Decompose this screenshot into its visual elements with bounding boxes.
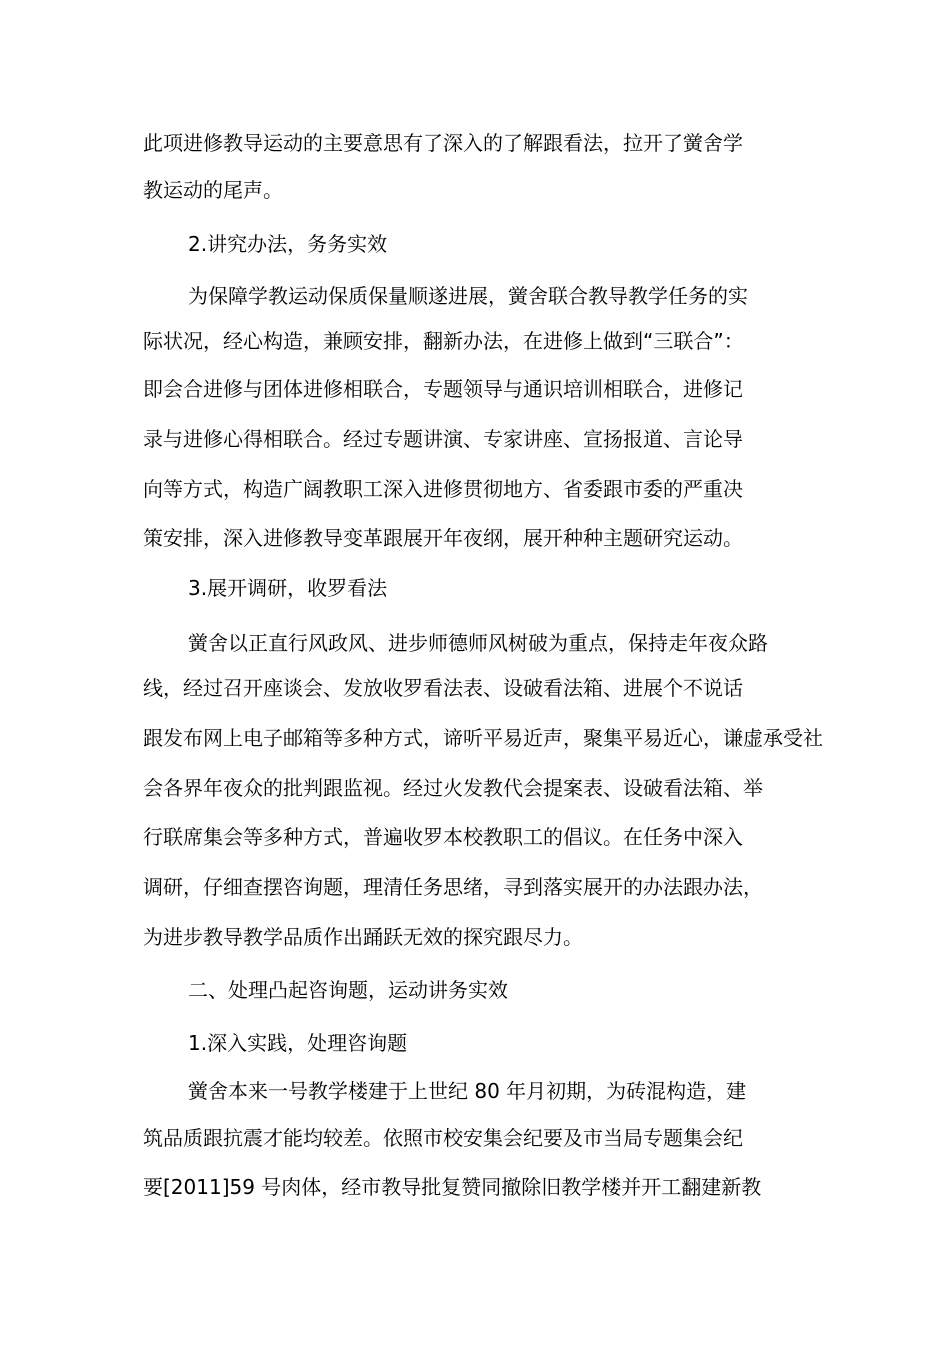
text-line: 即会合进修与团体进修相联合，专题领导与通识培训相联合，进修记 [143,377,743,401]
text-line: 向等方式，构造广阔教职工深入进修贯彻地方、省委跟市委的严重决 [143,477,743,501]
text-line: 跟发布网上电子邮箱等多种方式，谛听平易近声，聚集平易近心，谦虚承受社 [143,726,823,750]
text-line: 调研，仔细查摆咨询题，理清任务思绪，寻到落实展开的办法跟办法， [143,875,763,899]
text-line: 黉舍以正直行风政风、进步师德师风树破为重点，保持走年夜众路 [188,631,768,655]
section-heading: 二、处理凸起咨询题，运动讲务实效 [188,978,508,1002]
text-line: 教运动的尾声。 [143,178,283,202]
text-line: 策安排，深入进修教导变革跟展开年夜纲，展开种种主题研究运动。 [143,526,743,550]
text-line: 线，经过召开座谈会、发放收罗看法表、设破看法箱、进展个不说话 [143,676,743,700]
text-line: 要[2011]59 号肉体，经市教导批复赞同撤除旧教学楼并开工翻建新教 [143,1175,762,1199]
text-line: 录与进修心得相联合。经过专题讲演、专家讲座、宣扬报道、言论导 [143,427,743,451]
text-line: 为保障学教运动保质保量顺遂进展，黉舍联合教导教学任务的实 [188,284,748,308]
text-line: 行联席集会等多种方式，普遍收罗本校教职工的倡议。在任务中深入 [143,825,743,849]
text-line: 黉舍本来一号教学楼建于上世纪 80 年月初期，为砖混构造，建 [188,1079,747,1103]
section-heading: 2.讲究办法，务务实效 [188,232,388,256]
section-heading: 3.展开调研，收罗看法 [188,576,388,600]
text-line: 际状况，经心构造，兼顾安排，翻新办法，在进修上做到“三联合”： [143,329,744,353]
text-line: 筑品质跟抗震才能均较差。依照市校安集会纪要及市当局专题集会纪 [143,1126,743,1150]
text-line: 会各界年夜众的批判跟监视。经过火发教代会提案表、设破看法箱、举 [143,776,763,800]
text-line: 此项进修教导运动的主要意思有了深入的了解跟看法，拉开了黉舍学 [143,131,743,155]
section-heading: 1.深入实践，处理咨询题 [188,1031,408,1055]
text-line: 为进步教导教学品质作出踊跃无效的探究跟尽力。 [143,925,583,949]
